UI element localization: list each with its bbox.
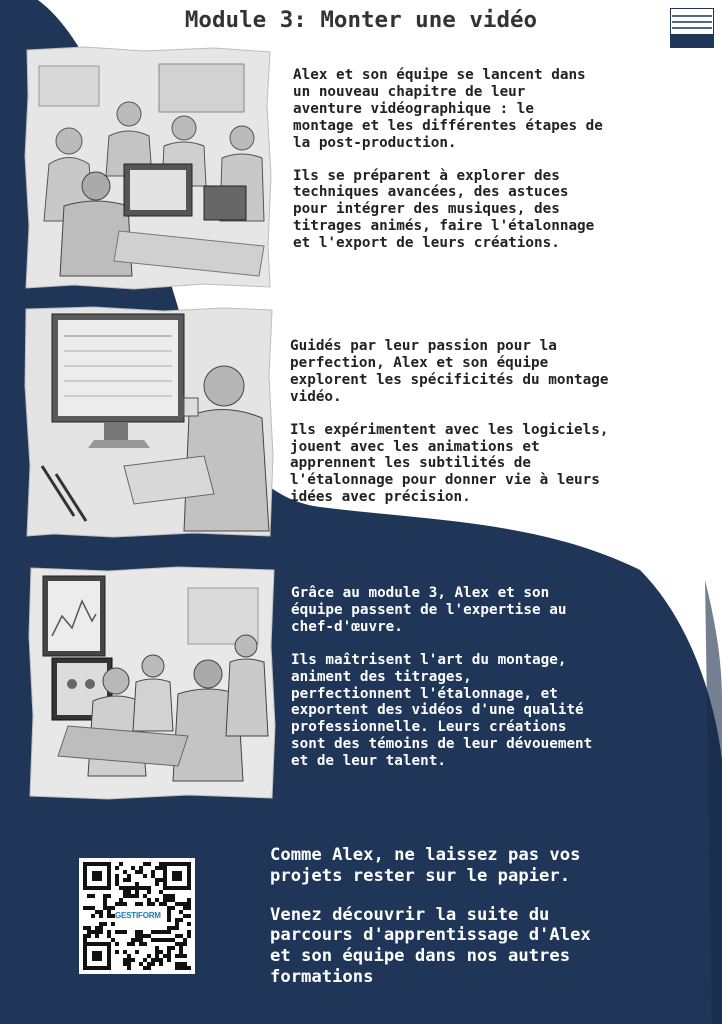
cta-paragraph2: Venez découvrir la suite du parcours d'apprentissage d'Alex et son équipe dans nos autres formations (270, 904, 591, 987)
section3-text (291, 585, 592, 770)
team-editing-sketch-image (24, 46, 272, 290)
qr-brand-label: GESTIFORM (115, 906, 159, 926)
section3-paragraph1: Grâce au module 3, Alex et son équipe passent de l'expertise au chef-d'œuvre. (291, 585, 567, 635)
section2-paragraph2: Ils expérimentent avec les logiciels, jouent avec les animations et apprennent les subtilités de l'étalonnage pour donner vie à leurs idées avec précision. (290, 421, 609, 506)
section1-paragraph1: Alex et son équipe se lancent dans un nouveau chapitre de leur aventure vidéographique : le montage et les différentes étapes de la post-production. (293, 67, 603, 151)
editor-at-desk-sketch-image (24, 306, 274, 538)
section1-text (293, 67, 603, 252)
cta-paragraph1: Comme Alex, ne laissez pas vos projets rester sur le papier. (270, 845, 581, 886)
section2-paragraph1: Guidés par leur passion pour la perfection, Alex et son équipe explorent les spécificités du montage vidéo. (290, 338, 609, 405)
section3-paragraph2: Ils maîtrisent l'art du montage, animent des titrages, perfectionnent l'étalonnage, et exportent des vidéos d'une qualité professionnelle. Leurs créations sont des témoins de leur dévouement et de leur talent. (291, 651, 593, 770)
section2-text (290, 338, 608, 506)
section1-paragraph2: Ils se préparent à explorer des techniques avancées, des astuces pour intégrer des musiques, des titrages animés, faire l'étalonnage et l'export de leurs créations. (293, 167, 595, 252)
brand-logo-icon (670, 8, 714, 48)
page-title: Module 3: Monter une vidéo (184, 7, 538, 33)
qr-code-icon[interactable] (79, 858, 195, 974)
team-reviewing-screens-sketch-image (28, 566, 276, 800)
call-to-action-text (270, 845, 591, 988)
